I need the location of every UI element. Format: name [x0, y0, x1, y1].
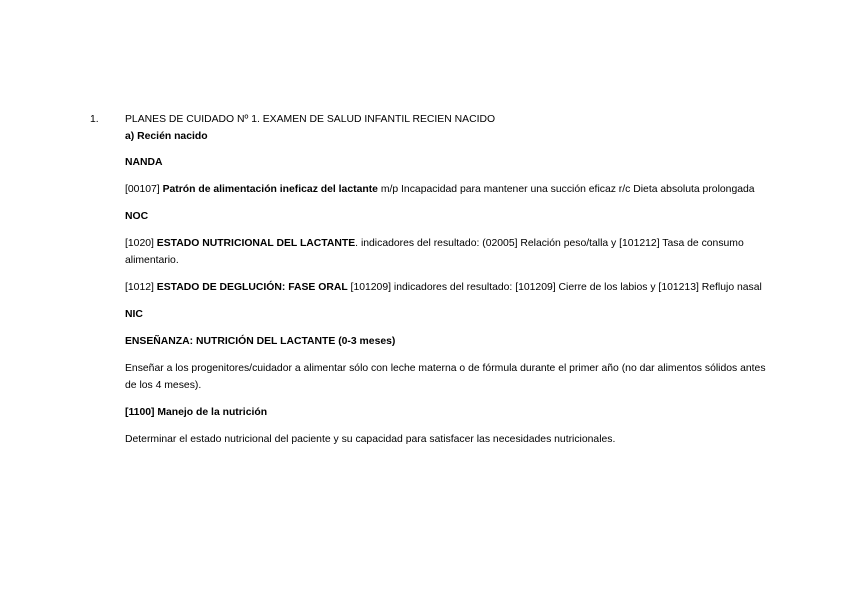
- list-number: 1.: [90, 114, 99, 125]
- noc-title: ESTADO NUTRICIONAL DEL LACTANTE: [156, 238, 356, 249]
- content-column: [125, 111, 770, 458]
- nanda-label: NANDA: [125, 157, 163, 168]
- nic-item-text: Determinar el estado nutricional del paciente y su capacidad para satisfacer las necesidades nutricionales.: [125, 434, 616, 445]
- section-title: PLANES DE CUIDADO Nº 1. EXAMEN DE SALUD INFANTIL RECIEN NACIDO: [125, 114, 496, 125]
- noc-code: [1020]: [125, 238, 154, 249]
- noc-code: [1012]: [125, 282, 154, 293]
- nic-code: [1100]: [125, 407, 155, 418]
- nic-item-title: ENSEÑANZA: NUTRICIÓN DEL LACTANTE (0-3 meses): [125, 336, 396, 347]
- nanda-diagnosis-text: m/p Incapacidad para mantener una succión eficaz r/c Dieta absoluta prolongada: [377, 184, 755, 195]
- noc-item: [125, 279, 770, 296]
- subsection-title: a) Recién nacido: [125, 131, 208, 142]
- nic-title: Manejo de la nutrición: [157, 407, 268, 418]
- noc-item: [125, 235, 770, 269]
- nanda-code: [00107]: [125, 184, 160, 195]
- nanda-diagnosis-title: Patrón de alimentación ineficaz del lactante: [162, 184, 378, 195]
- noc-text: . indicadores del resultado: (02005] Relación peso/talla y [101212] Tasa de consumo alimentario.: [125, 238, 744, 266]
- noc-title: ESTADO DE DEGLUCIÓN: FASE ORAL: [156, 282, 348, 293]
- nanda-diagnosis: [125, 181, 770, 198]
- nic-item-title: [125, 404, 770, 421]
- nic-item-text: Enseñar a los progenitores/cuidador a alimentar sólo con leche materna o de fórmula durante el primer año (no dar alimentos sólidos antes de los 4 meses).: [125, 363, 766, 391]
- noc-label: NOC: [125, 211, 149, 222]
- noc-text: [101209] indicadores del resultado: [101209] Cierre de los labios y [101213] Reflujo nasal: [347, 282, 762, 293]
- nic-label: NIC: [125, 309, 143, 320]
